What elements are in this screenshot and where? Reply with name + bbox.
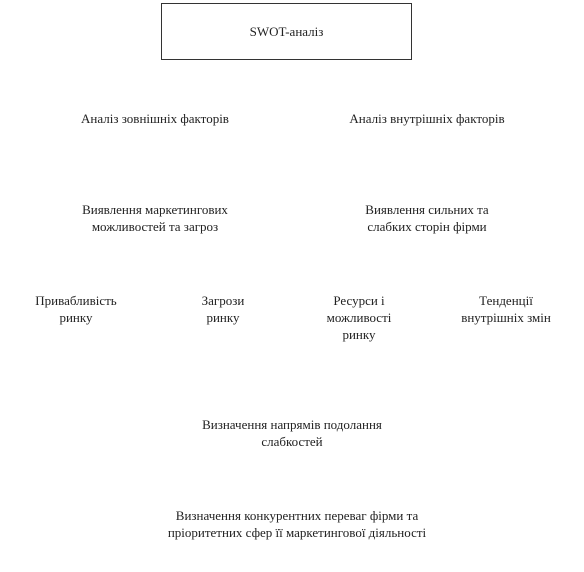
internal-trends-node — [436, 292, 576, 326]
strengths-weaknesses-line-2: слабких сторін фірми — [367, 219, 487, 234]
strengths-weaknesses-node — [312, 201, 542, 235]
resources-capabilities-node — [299, 292, 419, 343]
competitive-advantages-line-2: пріоритетних сфер її маркетингової діяльності — [167, 525, 427, 540]
competitive-advantages-line-1: Визначення конкурентних переваг фірми та — [175, 508, 419, 523]
opportunities-threats-node — [40, 201, 270, 235]
swot-title: SWOT-аналіз — [249, 24, 324, 39]
resources-capabilities-line-2: можливості — [326, 310, 392, 325]
opportunities-threats-line-1: Виявлення маркетингових — [82, 202, 228, 217]
resources-capabilities-line-3: ринку — [342, 327, 376, 342]
internal-trends-line-2: внутрішніх змін — [461, 310, 551, 325]
market-threats-node — [163, 292, 283, 326]
swot-title-box — [161, 3, 412, 60]
weakness-directions-line-2: слабкостей — [261, 434, 323, 449]
market-threats-line-1: Загрози — [201, 293, 245, 308]
internal-analysis-label: Аналіз внутрішніх факторів — [349, 111, 505, 126]
opportunities-threats-line-2: можливостей та загроз — [91, 219, 219, 234]
market-attractiveness-line-2: ринку — [59, 310, 93, 325]
strengths-weaknesses-line-1: Виявлення сильних та — [365, 202, 489, 217]
internal-trends-line-1: Тенденції — [479, 293, 533, 308]
internal-analysis-node — [312, 110, 542, 127]
market-attractiveness-node — [11, 292, 141, 326]
resources-capabilities-line-1: Ресурси і — [333, 293, 385, 308]
market-threats-line-2: ринку — [206, 310, 240, 325]
external-analysis-label: Аналіз зовнішніх факторів — [81, 111, 229, 126]
market-attractiveness-line-1: Привабливість — [35, 293, 117, 308]
weakness-directions-node — [162, 416, 422, 450]
weakness-directions-line-1: Визначення напрямів подолання — [202, 417, 382, 432]
external-analysis-node — [40, 110, 270, 127]
competitive-advantages-node — [112, 507, 482, 541]
